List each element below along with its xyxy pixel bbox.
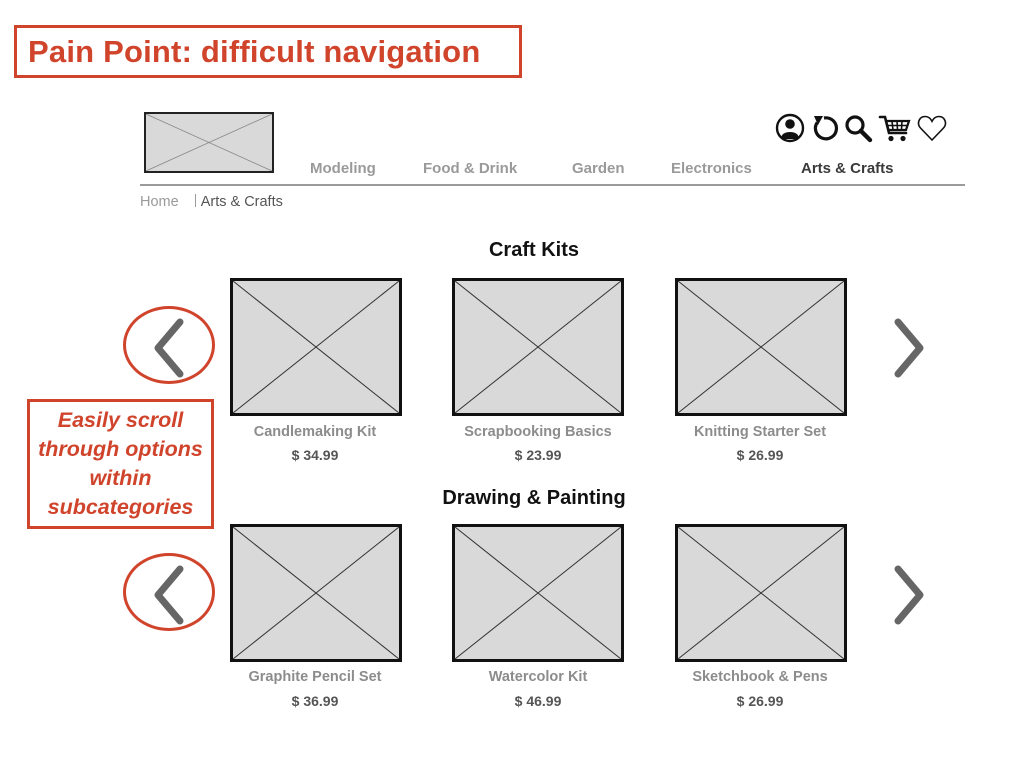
next-arrow-craft-kits[interactable] bbox=[888, 316, 928, 380]
product-image[interactable] bbox=[230, 524, 402, 662]
nav-item-arts-crafts[interactable]: Arts & Crafts bbox=[801, 160, 894, 177]
product-name[interactable]: Knitting Starter Set bbox=[693, 424, 827, 440]
next-arrow-drawing-painting[interactable] bbox=[888, 563, 928, 627]
product-name[interactable]: Graphite Pencil Set bbox=[248, 669, 382, 685]
product-name[interactable]: Sketchbook & Pens bbox=[692, 669, 828, 685]
product-image[interactable] bbox=[452, 524, 624, 662]
search-icon[interactable] bbox=[842, 112, 874, 144]
breadcrumb-separator bbox=[195, 194, 196, 207]
product-name[interactable]: Watercolor Kit bbox=[488, 669, 588, 685]
breadcrumb-current: Arts & Crafts bbox=[200, 194, 283, 210]
header-icons bbox=[774, 112, 949, 146]
logo-placeholder[interactable] bbox=[144, 112, 274, 173]
nav-divider bbox=[140, 184, 965, 186]
section-title-craft-kits: Craft Kits bbox=[488, 239, 579, 261]
product-price: $ 46.99 bbox=[514, 693, 562, 709]
nav-item-electronics[interactable]: Electronics bbox=[671, 160, 752, 177]
breadcrumb-home[interactable]: Home bbox=[140, 194, 179, 210]
nav-item-garden[interactable]: Garden bbox=[572, 160, 625, 177]
prev-arrow-craft-kits[interactable] bbox=[150, 316, 190, 380]
refresh-icon[interactable] bbox=[808, 112, 840, 144]
cart-icon[interactable] bbox=[878, 112, 912, 144]
product-price: $ 26.99 bbox=[736, 447, 784, 463]
breadcrumb bbox=[140, 194, 283, 210]
nav-item-modeling[interactable]: Modeling bbox=[310, 160, 376, 177]
product-price: $ 34.99 bbox=[291, 447, 339, 463]
product-image[interactable] bbox=[675, 278, 847, 416]
account-icon[interactable] bbox=[774, 112, 806, 144]
product-image[interactable] bbox=[675, 524, 847, 662]
pain-point-title: Pain Point: difficult navigation bbox=[14, 25, 522, 78]
product-price: $ 23.99 bbox=[514, 447, 562, 463]
heart-icon[interactable] bbox=[916, 112, 948, 144]
product-price: $ 36.99 bbox=[291, 693, 339, 709]
product-name[interactable]: Candlemaking Kit bbox=[253, 424, 377, 440]
product-price: $ 26.99 bbox=[736, 693, 784, 709]
product-name[interactable]: Scrapbooking Basics bbox=[464, 424, 612, 440]
nav-item-food-drink[interactable]: Food & Drink bbox=[423, 160, 518, 177]
callout-note: Easily scroll through options within subcategories bbox=[27, 399, 214, 529]
prev-arrow-drawing-painting[interactable] bbox=[150, 563, 190, 627]
section-title-drawing-painting: Drawing & Painting bbox=[442, 487, 626, 509]
product-image[interactable] bbox=[452, 278, 624, 416]
product-image[interactable] bbox=[230, 278, 402, 416]
